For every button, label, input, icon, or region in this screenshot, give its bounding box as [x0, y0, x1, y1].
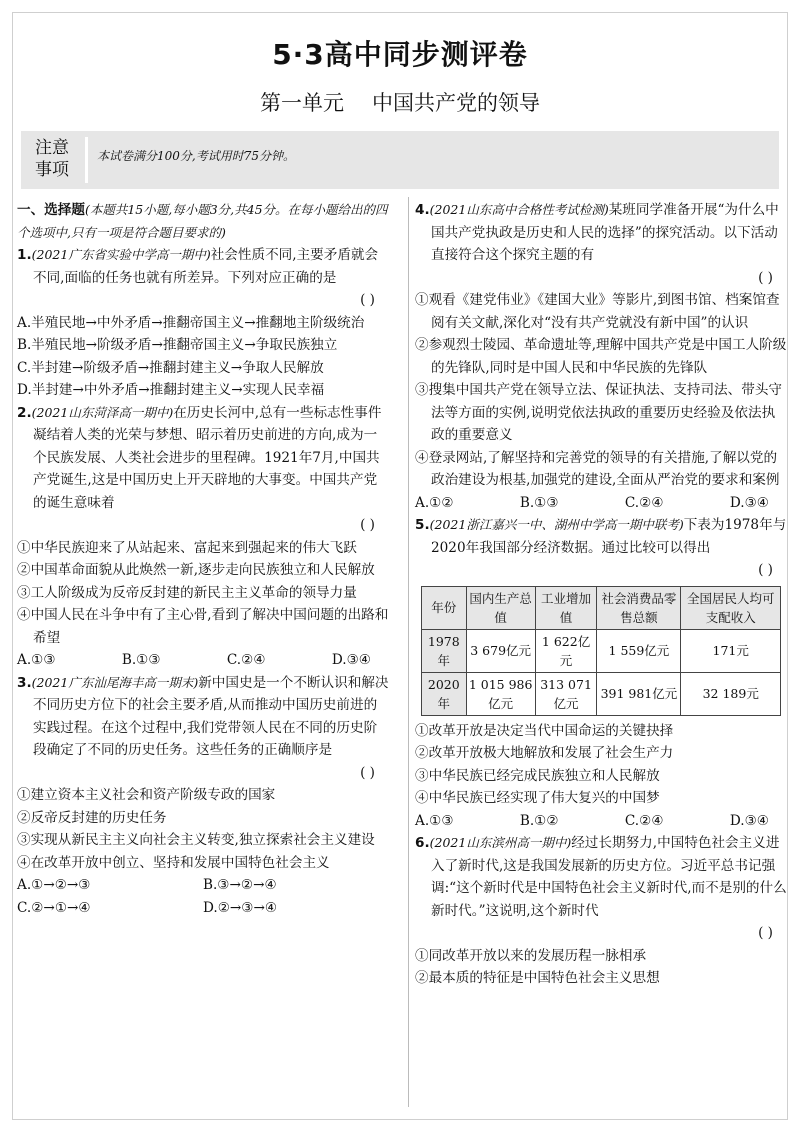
statement-1: ①建立资本主义社会和资产阶级专政的国家	[17, 787, 276, 803]
option-a: A.①→②→③	[17, 877, 91, 893]
question-3	[17, 672, 389, 920]
question-number: 4.	[415, 202, 430, 218]
question-number: 1.	[17, 247, 32, 263]
statement-4: ④登录网站,了解坚持和完善党的领导的有关措施,了解以党的政治建设为根基,加强党的建设,全面从严治党的要求和案例	[415, 449, 780, 488]
left-column	[17, 199, 389, 919]
question-stem: 下表为1978年与2020年我国部分经济数据。通过比较可以得出	[431, 517, 787, 556]
question-number: 3.	[17, 674, 32, 691]
economic-data-table	[421, 586, 781, 716]
statement-3: ③实现从新民主主义向社会主义转变,独立探索社会主义建设	[17, 832, 375, 848]
question-5	[415, 514, 787, 832]
statement-2: ②参观烈士陵园、革命遗址等,理解中国共产党是中国工人阶级的先锋队,同时是中国人民和中华民族的先锋队	[415, 337, 787, 376]
statement-4: ④在改革开放中创立、坚持和发展中国特色社会主义	[17, 854, 330, 871]
option-a: A.①③	[17, 652, 56, 668]
options-row	[415, 492, 787, 515]
options-grid	[17, 874, 389, 919]
notice-label-line2: 事项	[35, 160, 69, 180]
table-cell: 391 981亿元	[597, 672, 681, 715]
option-a: A.半殖民地→中外矛盾→推翻帝国主义→推翻地主阶级统治	[17, 314, 365, 331]
statement-3: ③搜集中国共产党在领导立法、保证执法、支持司法、带头守法等方面的实例,说明党依法执政的重要历史经验及依法执政的重要意义	[415, 382, 783, 443]
option-d: D.③④	[729, 812, 769, 829]
question-stem: 某班同学准备开展“为什么中国共产党执政是历史和人民的选择”的探究活动。以下活动直接符合这个探究主题的有	[431, 202, 779, 263]
question-number: 2.	[17, 404, 32, 421]
table-cell: 171元	[681, 629, 781, 672]
section-instruction: (本题共15小题,每小题3分,共45分。在每小题给出的四个选项中,只有一项是符合题目要求的)	[17, 202, 388, 240]
question-source: (2021广东省实验中学高一期中)	[31, 247, 211, 262]
answer-paren: ( )	[360, 517, 375, 533]
notice-text: 本试卷满分100分,考试用时75分钟。	[97, 149, 295, 163]
statement-1: ①观看《建党伟业》《建国大业》等影片,到图书馆、档案馆查阅有关文献,深化对“没有共产党就没有新中国”的认识	[415, 292, 780, 331]
column-divider	[408, 197, 409, 1107]
options-row	[415, 810, 787, 833]
table-cell: 2020年	[422, 672, 467, 715]
exam-page	[12, 12, 788, 1120]
table-cell: 32 189元	[681, 672, 781, 715]
table-header-industry: 工业增加值	[535, 586, 597, 629]
question-2	[17, 402, 389, 672]
statement-3: ③中华民族已经完成民族独立和人民解放	[415, 767, 660, 784]
notice-label	[31, 137, 73, 181]
question-stem: 社会性质不同,主要矛盾就会不同,面临的任务也就有所差异。下列对应正确的是	[33, 247, 379, 286]
option-a: A.①③	[415, 812, 454, 829]
question-number: 5.	[415, 517, 430, 533]
statement-3: ③工人阶级成为反帝反封建的新民主主义革命的领导力量	[17, 584, 357, 601]
notice-label-line1: 注意	[35, 138, 69, 158]
answer-paren: ( )	[758, 269, 773, 286]
option-b: B.半殖民地→阶级矛盾→推翻帝国主义→争取民族独立	[17, 337, 338, 353]
option-c: C.②→①→④	[17, 899, 91, 916]
table-row	[422, 629, 781, 672]
question-source: (2021山东滨州高一期中)	[429, 835, 572, 850]
question-source: (2021广东汕尾海丰高一期末)	[31, 674, 199, 690]
option-b: B.①②	[519, 812, 559, 829]
question-number: 6.	[415, 835, 430, 851]
section-heading-text: 一、选择题	[17, 202, 85, 218]
option-a: A.①②	[415, 494, 454, 511]
question-source: (2021山东高中合格性考试检测)	[429, 202, 609, 217]
question-source: (2021山东菏泽高一期中)	[31, 404, 174, 420]
table-header-retail: 社会消费品零售总额	[597, 586, 681, 629]
statement-2: ②最本质的特征是中国特色社会主义思想	[415, 970, 660, 986]
table-cell: 1 015 986亿元	[466, 672, 535, 715]
table-cell: 3 679亿元	[466, 629, 535, 672]
statement-2: ②反帝反封建的历史任务	[17, 809, 167, 826]
statement-1: ①改革开放是决定当代中国命运的关键抉择	[415, 722, 674, 739]
unit-title: 中国共产党的领导	[372, 91, 540, 115]
option-b: B.①③	[121, 652, 161, 668]
statement-2: ②改革开放极大地解放和发展了社会生产力	[415, 745, 674, 761]
table-header-income: 全国居民人均可支配收入	[681, 586, 781, 629]
statement-2: ②中国革命面貌从此焕然一新,逐步走向民族独立和人民解放	[17, 562, 375, 578]
statement-4: ④中国人民在斗争中有了主心骨,看到了解决中国问题的出路和希望	[17, 607, 389, 646]
section-heading	[17, 199, 389, 244]
table-cell: 1 559亿元	[597, 629, 681, 672]
table-cell: 1 622亿元	[535, 629, 597, 672]
table-cell: 313 071亿元	[535, 672, 597, 715]
page-title: 5·3高中同步测评卷	[272, 38, 528, 71]
table-row	[422, 672, 781, 715]
answer-paren: ( )	[360, 764, 375, 781]
notice-divider	[85, 137, 88, 183]
statement-1: ①同改革开放以来的发展历程一脉相承	[415, 947, 647, 964]
notice-box	[21, 131, 779, 189]
table-cell: 1978年	[422, 629, 467, 672]
table-header-year: 年份	[422, 586, 467, 629]
question-stem: 经过长期努力,中国特色社会主义进入了新时代,这是我国发展新的历史方位。习近平总书记强调:“这个新时代是中国特色社会主义新时代,而不是别的什么新时代。”这说明,这个新时代	[431, 835, 787, 919]
option-b: B.①③	[519, 494, 559, 511]
answer-paren: ( )	[360, 292, 375, 308]
right-column	[415, 199, 787, 990]
option-c: C.②④	[624, 812, 664, 829]
option-c: C.②④	[624, 494, 664, 511]
option-d: D.半封建→中外矛盾→推翻封建主义→实现人民幸福	[17, 382, 325, 398]
table-header-gdp: 国内生产总值	[466, 586, 535, 629]
unit-number: 第一单元	[260, 91, 344, 115]
option-d: D.③④	[331, 652, 371, 668]
statement-4: ④中华民族已经实现了伟大复兴的中国梦	[415, 790, 660, 806]
question-1	[17, 244, 389, 402]
options-row	[17, 649, 389, 672]
option-d: D.②→③→④	[203, 899, 278, 916]
answer-paren: ( )	[758, 562, 773, 578]
option-b: B.③→②→④	[203, 877, 277, 893]
option-c: C.半封建→阶级矛盾→推翻封建主义→争取人民解放	[17, 359, 324, 376]
statement-1: ①中华民族迎来了从站起来、富起来到强起来的伟大飞跃	[17, 539, 357, 556]
table-header-row	[422, 586, 781, 629]
question-6	[415, 832, 787, 990]
question-stem: 在历史长河中,总有一些标志性事件凝结着人类的光荣与梦想、昭示着历史前进的方向,成为一个民族发展、人类社会进步的里程碑。1921年7月,中国共产党诞生,这是中国历史上开天辟地的大事变。中国共产党的诞生意味着	[33, 404, 382, 511]
unit-subtitle	[13, 87, 787, 117]
option-d: D.③④	[729, 494, 769, 511]
question-source: (2021浙江嘉兴一中、湖州中学高一期中联考)	[429, 517, 684, 532]
answer-paren: ( )	[758, 925, 773, 941]
question-4	[415, 199, 787, 514]
question-stem: 新中国史是一个不断认识和解决不同历史方位下的社会主要矛盾,从而推动中国历史前进的实践过程。在这个过程中,我们党带领人民在不同的历史阶段确定了不同的历史任务。这些任务的正确顺序是	[33, 674, 389, 758]
option-c: C.②④	[226, 652, 266, 668]
